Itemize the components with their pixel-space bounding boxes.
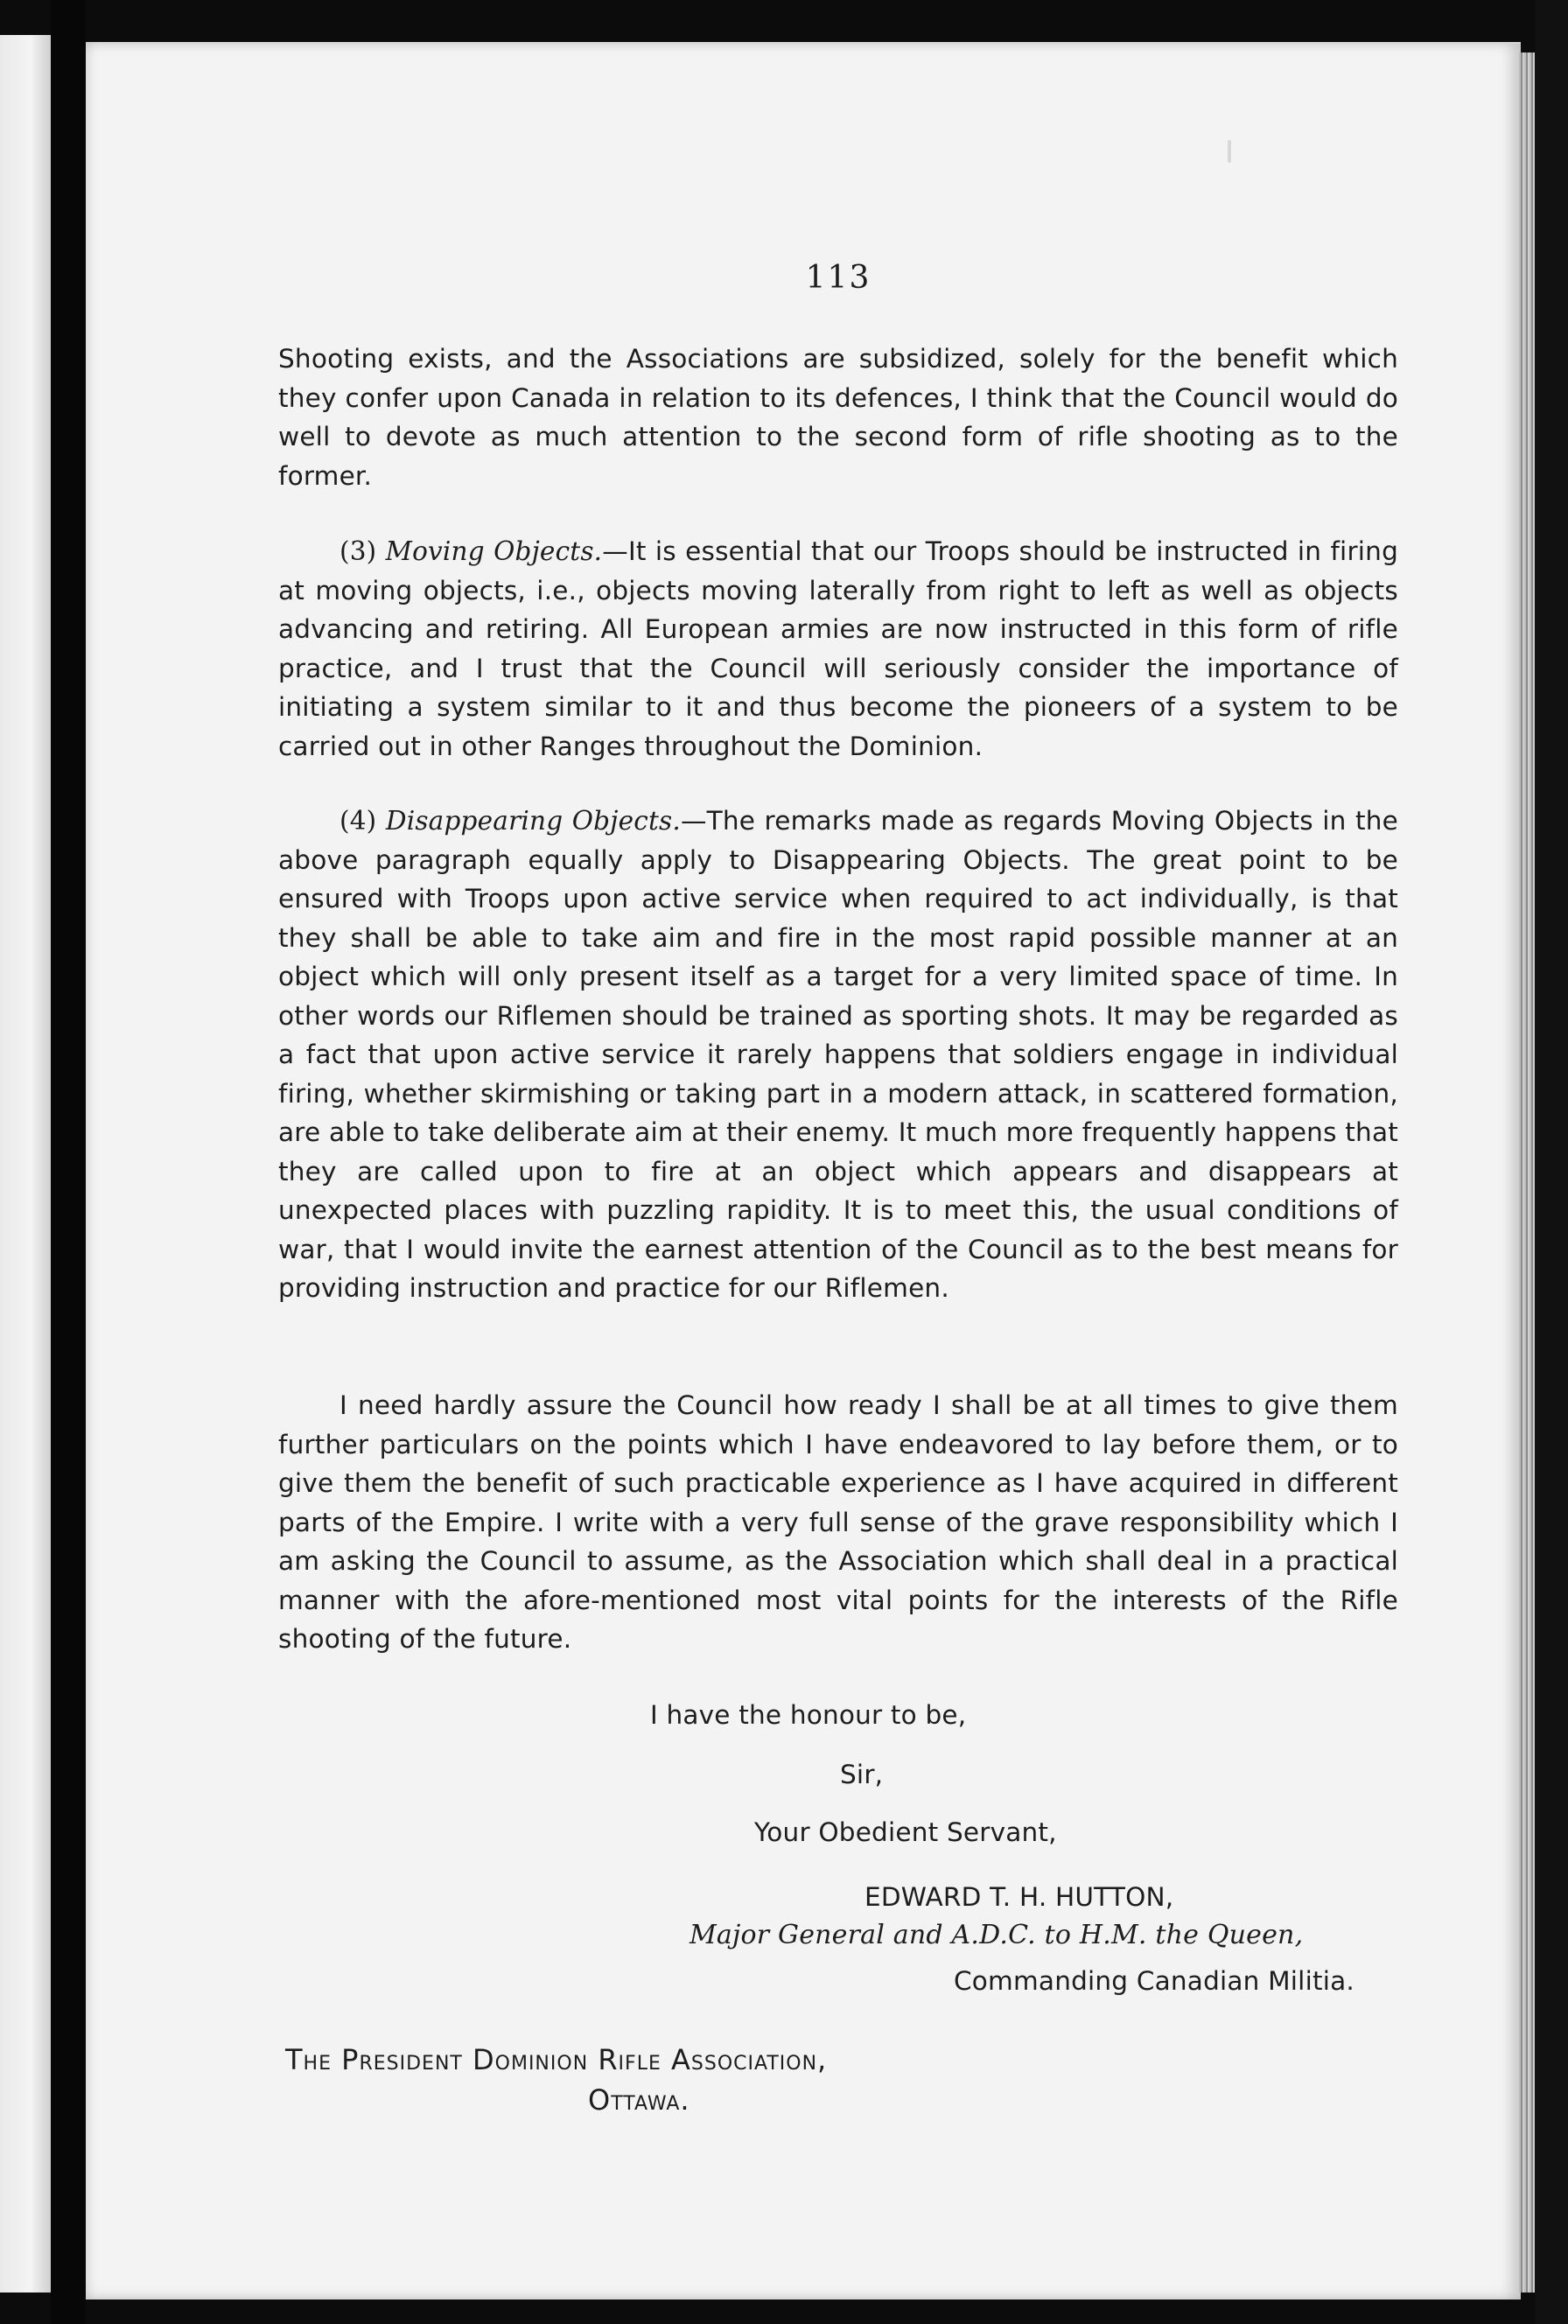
adjacent-page-edge [0,35,51,2292]
scan-background [1535,0,1568,2324]
page-stack-edge [1519,52,1535,2292]
paragraph-body: —The remarks made as regards Moving Objects in the above paragraph equally apply to Disappearing Objects. The great point to be ensured with Troops upon active service when required to act individually, is that they shall be able to take aim and fire in the most rapid possible manner at an object which will only present itself as a target for a very limited space of time. In other words our Riflemen should be trained as sporting shots. It may be regarded as a fact that upon active service it rarely happens that soldiers engage in individual firing, whether skirmishing or taking part in a modern attack, in scattered formation, are able to take deliberate aim at their enemy. It much more frequently happens that they are called upon to fire at an object which appears and disappears at unexpected places with puzzling rapidity. It is to meet this, the usual conditions of war, that I would invite the earnest attention of the Council as to the best means for providing instruction and practice for our Riflemen. [278,806,1398,1303]
document-page [86,42,1521,2300]
closing-salutation: Sir, [840,1760,884,1789]
paragraph-body: —It is essential that our Troops should be instructed in firing at moving objects, i.e., objects moving laterally from right to left as well as objects advancing and retiring. All European armies are now instructed in this form of rifle practice, and I trust that the Council will seriously consider the importance of initiating a system similar to it and thus become the pioneers of a system to be carried out in other Ranges throughout the Dominion. [278,536,1398,761]
addressee-line-2: Ottawa. [588,2083,690,2117]
signatory-name: EDWARD T. H. HUTTON, [864,1882,1174,1912]
paragraph-heading: Moving Objects. [385,536,603,566]
paragraph-heading: Disappearing Objects. [385,806,681,836]
addressee-line-1: The President Dominion Rifle Association, [285,2043,828,2076]
signatory-title: Major General and A.D.C. to H.M. the Queen, [690,1920,1304,1950]
page-number: 113 [805,260,872,296]
book-gutter [51,0,86,2324]
paragraph-moving-objects [278,532,1398,766]
paragraph-closing-remarks: I need hardly assure the Council how ready I shall be at all times to give them further particulars on the points which I have endeavored to lay before them, or to give them the benefit of such practicable experience as I have acquired in different parts of the Empire. I write with a very full sense of the grave responsibility which I am asking the Council to assume, as the Association which shall deal in a practical manner with the afore-mentioned most vital points for the interests of the Rifle shooting of the future. [278,1390,1398,1654]
paragraph-continuation: Shooting exists, and the Associations are subsidized, solely for the benefit which they confer upon Canada in relation to its defences, I think that the Council would do well to devote as much attention to the second form of rifle shooting as to the former. [278,344,1398,491]
paragraph-number: (3) [340,536,377,566]
signatory-command: Commanding Canadian Militia. [954,1966,1354,1996]
paragraph-number: (4) [340,806,377,836]
closing-servant: Your Obedient Servant, [754,1817,1057,1847]
paragraph-disappearing-objects [278,802,1398,1308]
scan-speck [1486,42,1521,44]
closing-honour: I have the honour to be, [650,1700,967,1730]
scan-speck [1228,140,1231,163]
